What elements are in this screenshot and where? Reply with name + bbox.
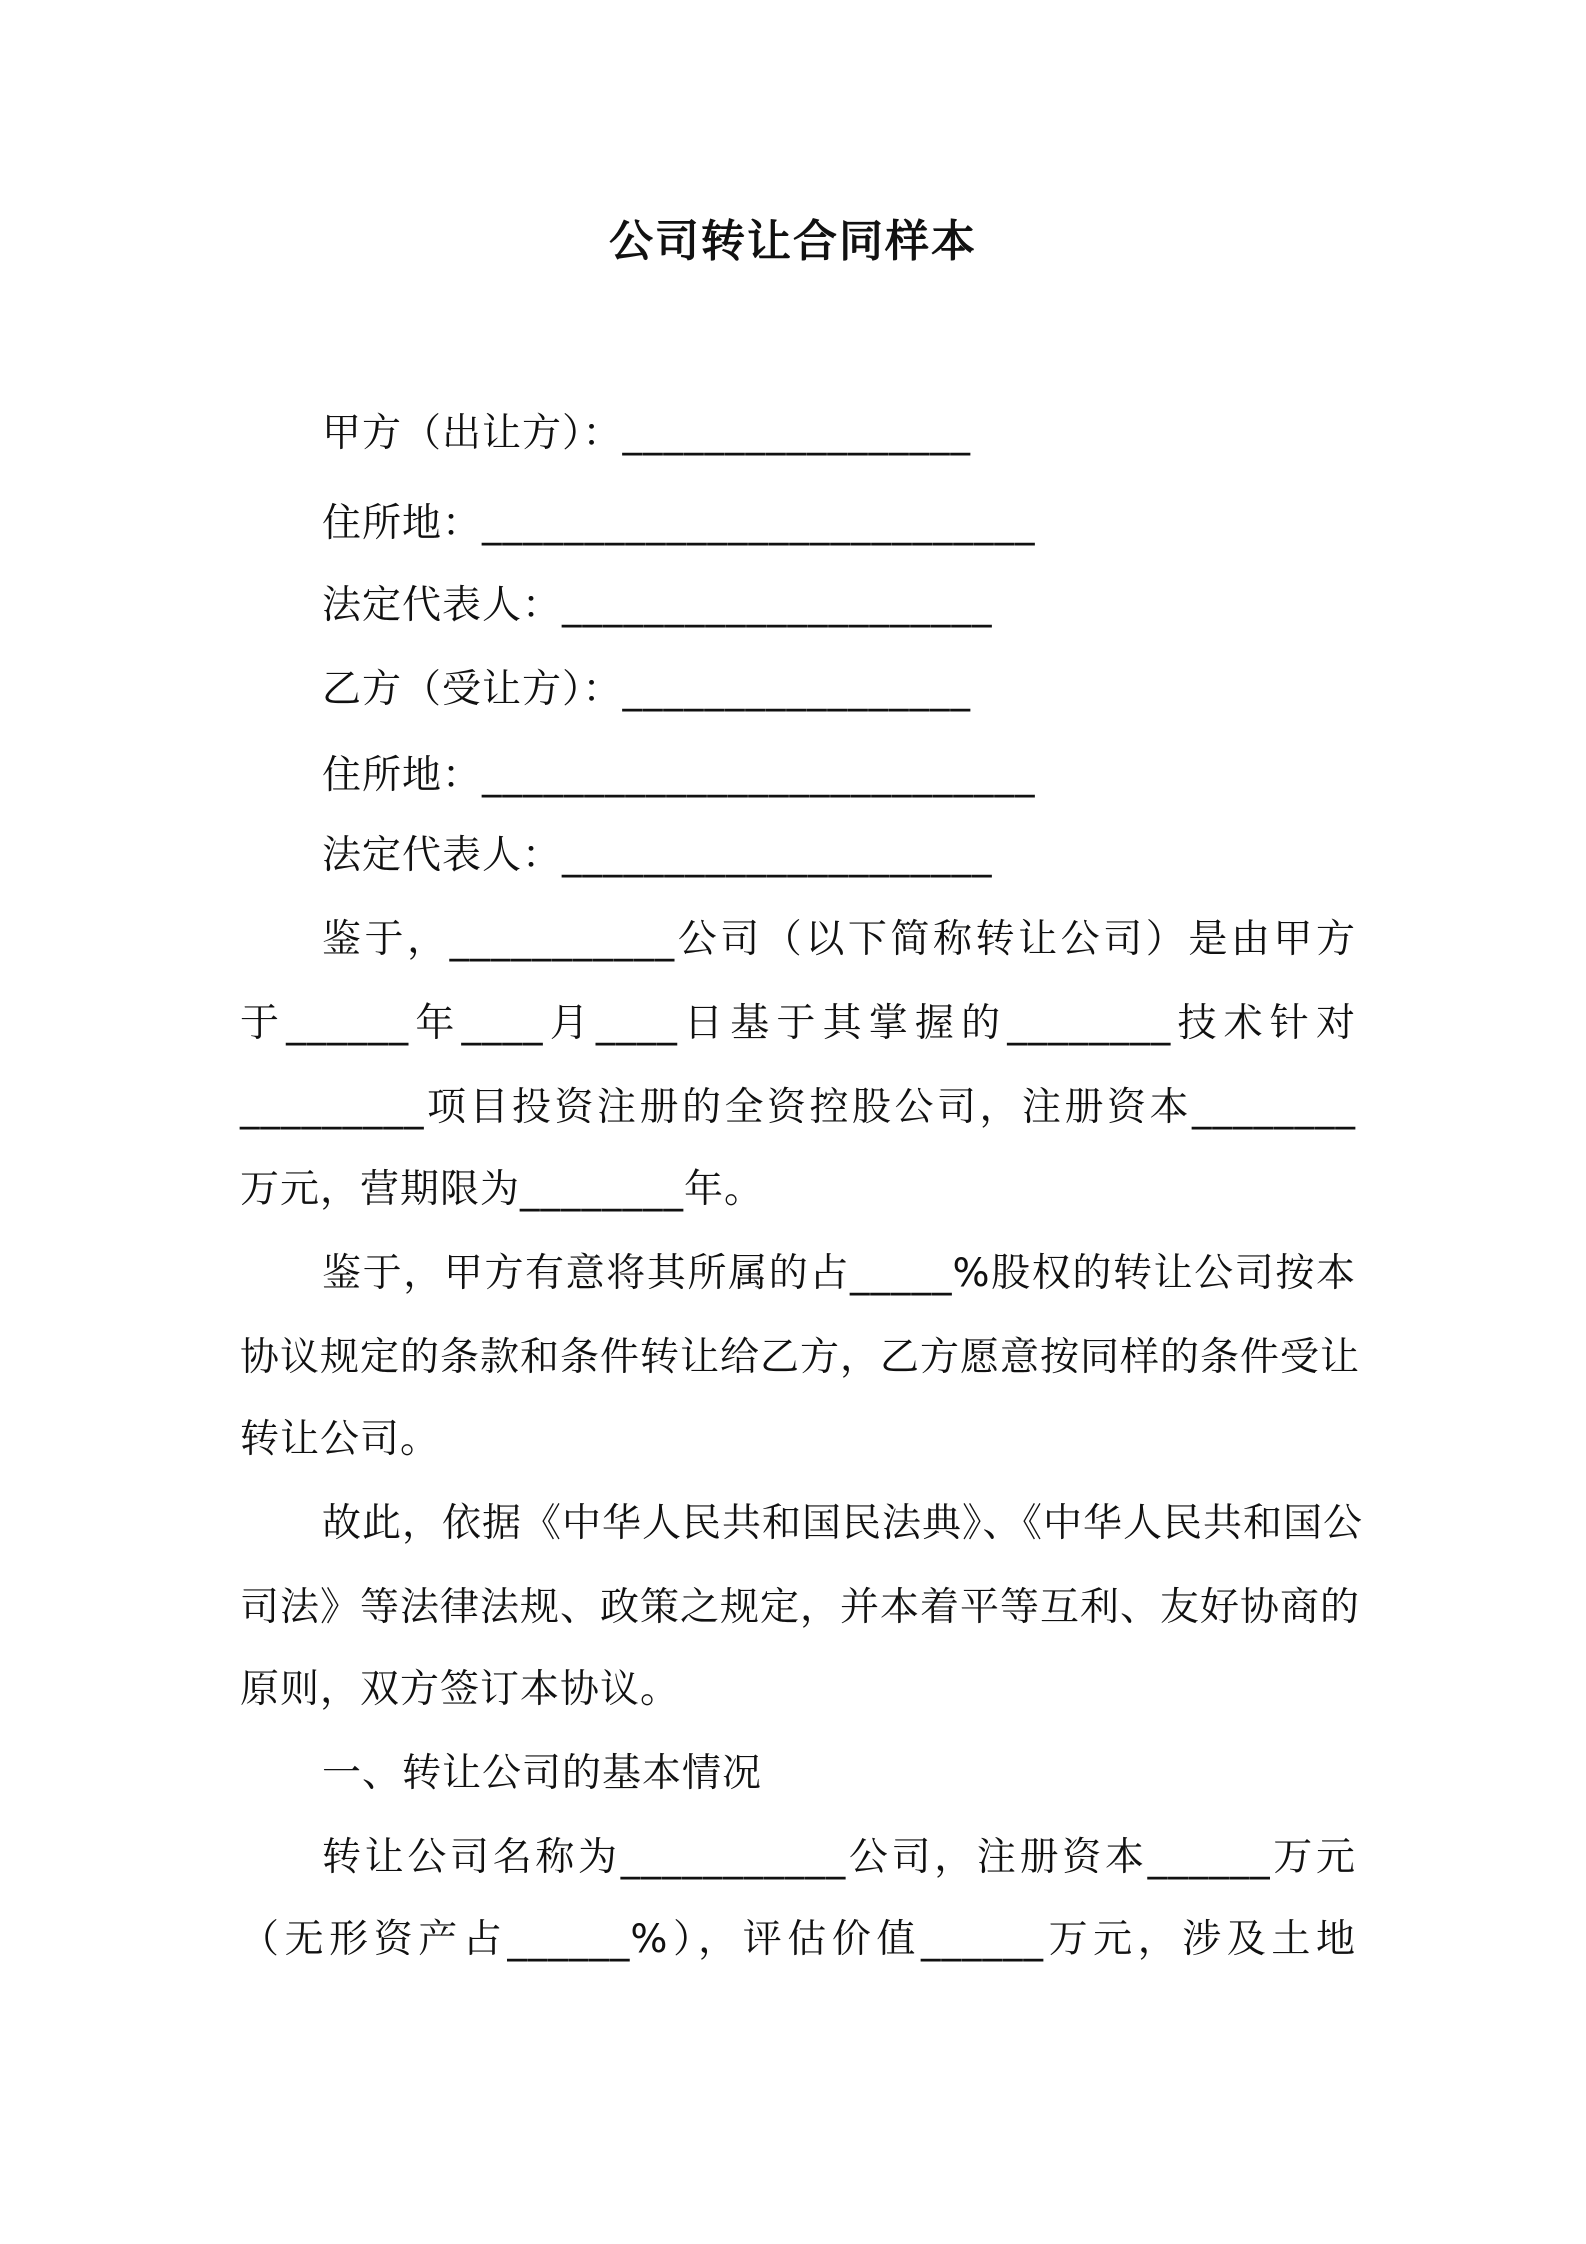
recital-2-line-2: 协议规定的条款和条件转让给乙方，乙方愿意按同样的条件受让 <box>240 1335 1361 1380</box>
recital-3-line-1: 故此，依据《中华人民共和国民法典》、《中华人民共和国公 <box>322 1501 1364 1546</box>
recital-1-line-4: 万元，营期限为________年。 <box>240 1167 765 1212</box>
recital-3-line-2: 司法》等法律法规、政策之规定，并本着平等互利、友好协商的 <box>240 1585 1361 1630</box>
recital-2-line-3: 转让公司。 <box>240 1417 441 1462</box>
party-a-address-line: 住所地：___________________________ <box>322 501 1036 546</box>
recital-3-line-3: 原则，双方签订本协议。 <box>240 1667 681 1712</box>
recital-1-line-1: 鉴于，___________公司（以下简称转让公司）是由甲方 <box>322 917 1356 962</box>
recital-1-line-3: _________项目投资注册的全资控股公司，注册资本________ <box>240 1085 1356 1130</box>
section-1-line-1: 转让公司名称为___________公司，注册资本______万元 <box>322 1835 1356 1880</box>
section-1-heading: 一、转让公司的基本情况 <box>322 1751 763 1796</box>
party-a-name-line: 甲方（出让方）：_________________ <box>322 411 972 456</box>
party-b-address-line: 住所地：___________________________ <box>322 753 1036 798</box>
party-a-representative-line: 法定代表人：_____________________ <box>322 583 993 628</box>
recital-2-line-1: 鉴于，甲方有意将其所属的占_____%股权的转让公司按本 <box>322 1251 1356 1296</box>
section-1-line-2: （无形资产占______%），评估价值______万元，涉及土地 <box>240 1917 1356 1962</box>
recital-1-line-2: 于______年____月____日基于其掌握的________技术针对 <box>240 1001 1356 1046</box>
document-title: 公司转让合同样本 <box>609 216 977 267</box>
party-b-representative-line: 法定代表人：_____________________ <box>322 833 993 878</box>
party-b-name-line: 乙方（受让方）：_________________ <box>322 667 972 712</box>
